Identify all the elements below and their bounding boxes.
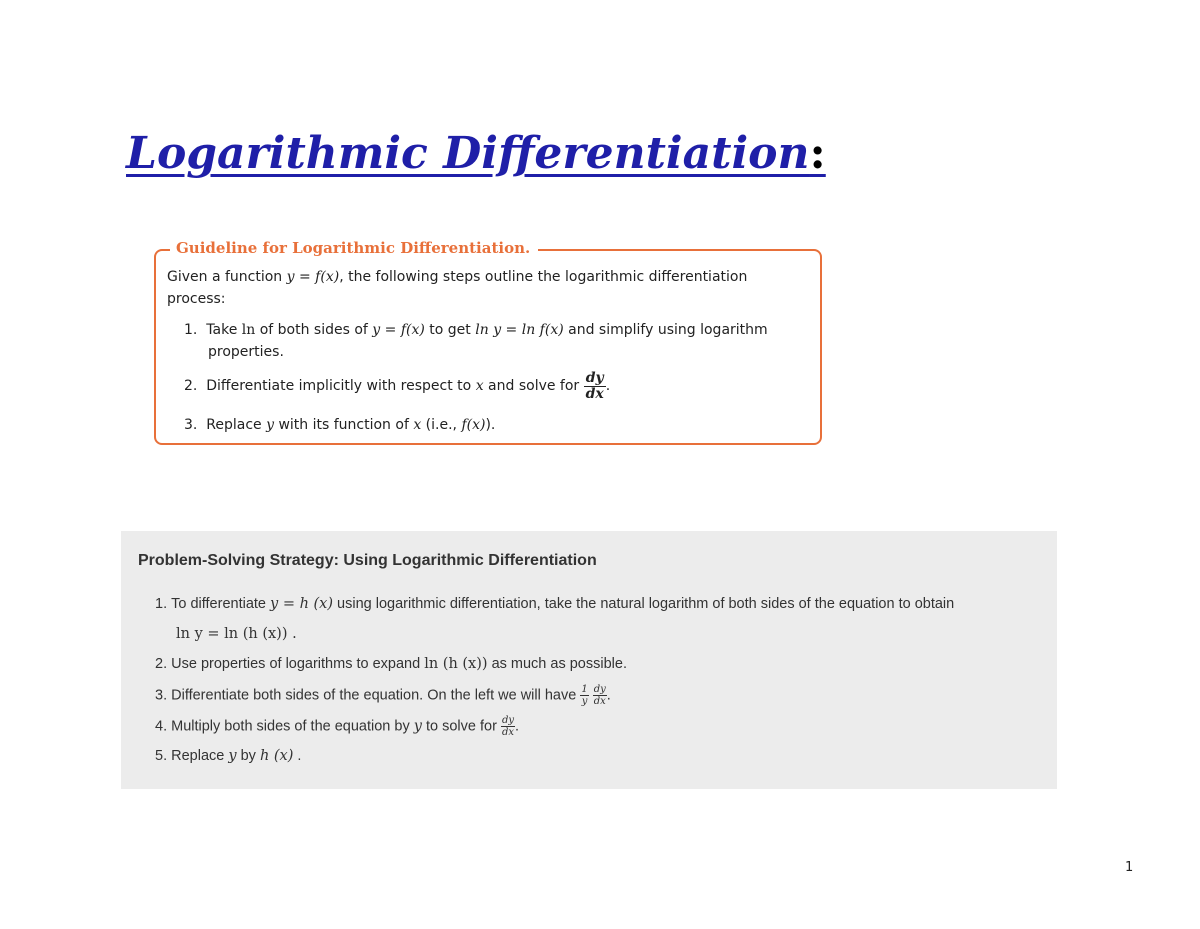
strategy-heading: Problem-Solving Strategy: Using Logarithmic Differentiation xyxy=(138,552,597,569)
step-text: and simplify using logarithm xyxy=(563,322,768,338)
fraction-denominator: y xyxy=(581,696,588,707)
step-text: to get xyxy=(424,322,476,338)
dy-dx-fraction xyxy=(501,715,515,738)
strategy-box xyxy=(121,531,1057,789)
one-over-y-fraction xyxy=(580,684,588,707)
guideline-step-3 xyxy=(184,417,495,433)
step-text: Use properties of logarithms to expand xyxy=(171,656,425,672)
step-math: y xyxy=(228,748,237,764)
guideline-box xyxy=(154,239,822,445)
fraction-denominator: dx xyxy=(585,385,604,402)
fraction-denominator: dx xyxy=(501,727,514,738)
step-number: 1. xyxy=(155,596,168,612)
guideline-intro-line2: process: xyxy=(167,291,226,307)
intro-text-b: , the following steps outline the logarithmic differentiation xyxy=(339,269,748,285)
guideline-heading: Guideline for Logarithmic Differentiation. xyxy=(170,239,538,257)
step-number: 2. xyxy=(184,378,198,395)
step-number: 3. xyxy=(155,687,168,704)
strategy-step-1 xyxy=(155,596,954,612)
fraction-numerator: dy xyxy=(584,371,606,387)
step-math: ln y = ln f(x) xyxy=(475,322,564,338)
step-text: by xyxy=(236,748,260,764)
step-math: x xyxy=(413,417,422,433)
strategy-step-4 xyxy=(155,715,519,738)
strategy-step-2 xyxy=(155,656,627,672)
step-math: x xyxy=(475,378,484,395)
step-text: Replace xyxy=(206,417,267,433)
strategy-step-5 xyxy=(155,748,301,764)
guideline-step-1 xyxy=(184,322,768,338)
step-text: (i.e., xyxy=(421,417,462,433)
guideline-intro xyxy=(167,269,747,285)
step-math: ln xyxy=(241,322,256,338)
step-number: 3. xyxy=(184,417,198,433)
step-math: ln y = ln (h (x)) . xyxy=(176,626,297,642)
step-number: 4. xyxy=(155,718,168,735)
guideline-step-2 xyxy=(184,371,610,401)
step-text: of both sides of xyxy=(255,322,373,338)
step-text: to solve for xyxy=(421,718,501,735)
step-text: Replace xyxy=(171,748,229,764)
dy-dx-fraction xyxy=(593,684,607,707)
fraction-numerator: dy xyxy=(593,684,606,695)
page-title xyxy=(126,128,826,179)
step-text: Differentiate both sides of the equation. On the left we will have xyxy=(171,687,581,704)
page-number: 1 xyxy=(1125,860,1134,875)
step-text: using logarithmic differentiation, take the natural logarithm of both sides of the equation to obtain xyxy=(333,596,955,612)
step-text: To differentiate xyxy=(171,596,271,612)
step-text: as much as possible. xyxy=(487,656,627,672)
step-math: y = f(x) xyxy=(372,322,425,338)
title-text: Logarithmic Differentiation xyxy=(126,128,810,179)
intro-math: y = f(x) xyxy=(286,269,340,285)
step-text: and solve for xyxy=(483,378,584,395)
step-text: . xyxy=(606,687,611,704)
strategy-step-1-line2 xyxy=(176,626,297,642)
fraction-numerator: dy xyxy=(501,715,514,726)
step-text: Multiply both sides of the equation by xyxy=(171,718,414,735)
step-math: ln (h (x)) xyxy=(424,656,488,672)
step-text: . xyxy=(605,378,611,395)
step-math: y xyxy=(413,718,422,735)
guideline-step-1-line2: properties. xyxy=(208,344,284,360)
title-colon: : xyxy=(809,128,826,179)
step-text: with its function of xyxy=(274,417,414,433)
step-math: f(x) xyxy=(461,417,486,433)
step-text: . xyxy=(515,718,520,735)
strategy-step-3 xyxy=(155,684,611,707)
step-math: y xyxy=(266,417,275,433)
step-text: Take xyxy=(206,322,242,338)
step-number: 1. xyxy=(184,322,198,338)
step-math: y = h (x) xyxy=(270,596,334,612)
step-text: ). xyxy=(485,417,496,433)
step-number: 5. xyxy=(155,748,168,764)
intro-text-a: Given a function xyxy=(167,269,287,285)
fraction-numerator: 1 xyxy=(581,684,588,695)
step-number: 2. xyxy=(155,656,168,672)
fraction-denominator: dx xyxy=(593,696,606,707)
step-math: h (x) xyxy=(259,748,294,764)
step-text: Differentiate implicitly with respect to xyxy=(206,378,476,395)
dy-dx-fraction xyxy=(584,371,606,401)
step-text: . xyxy=(293,748,302,764)
